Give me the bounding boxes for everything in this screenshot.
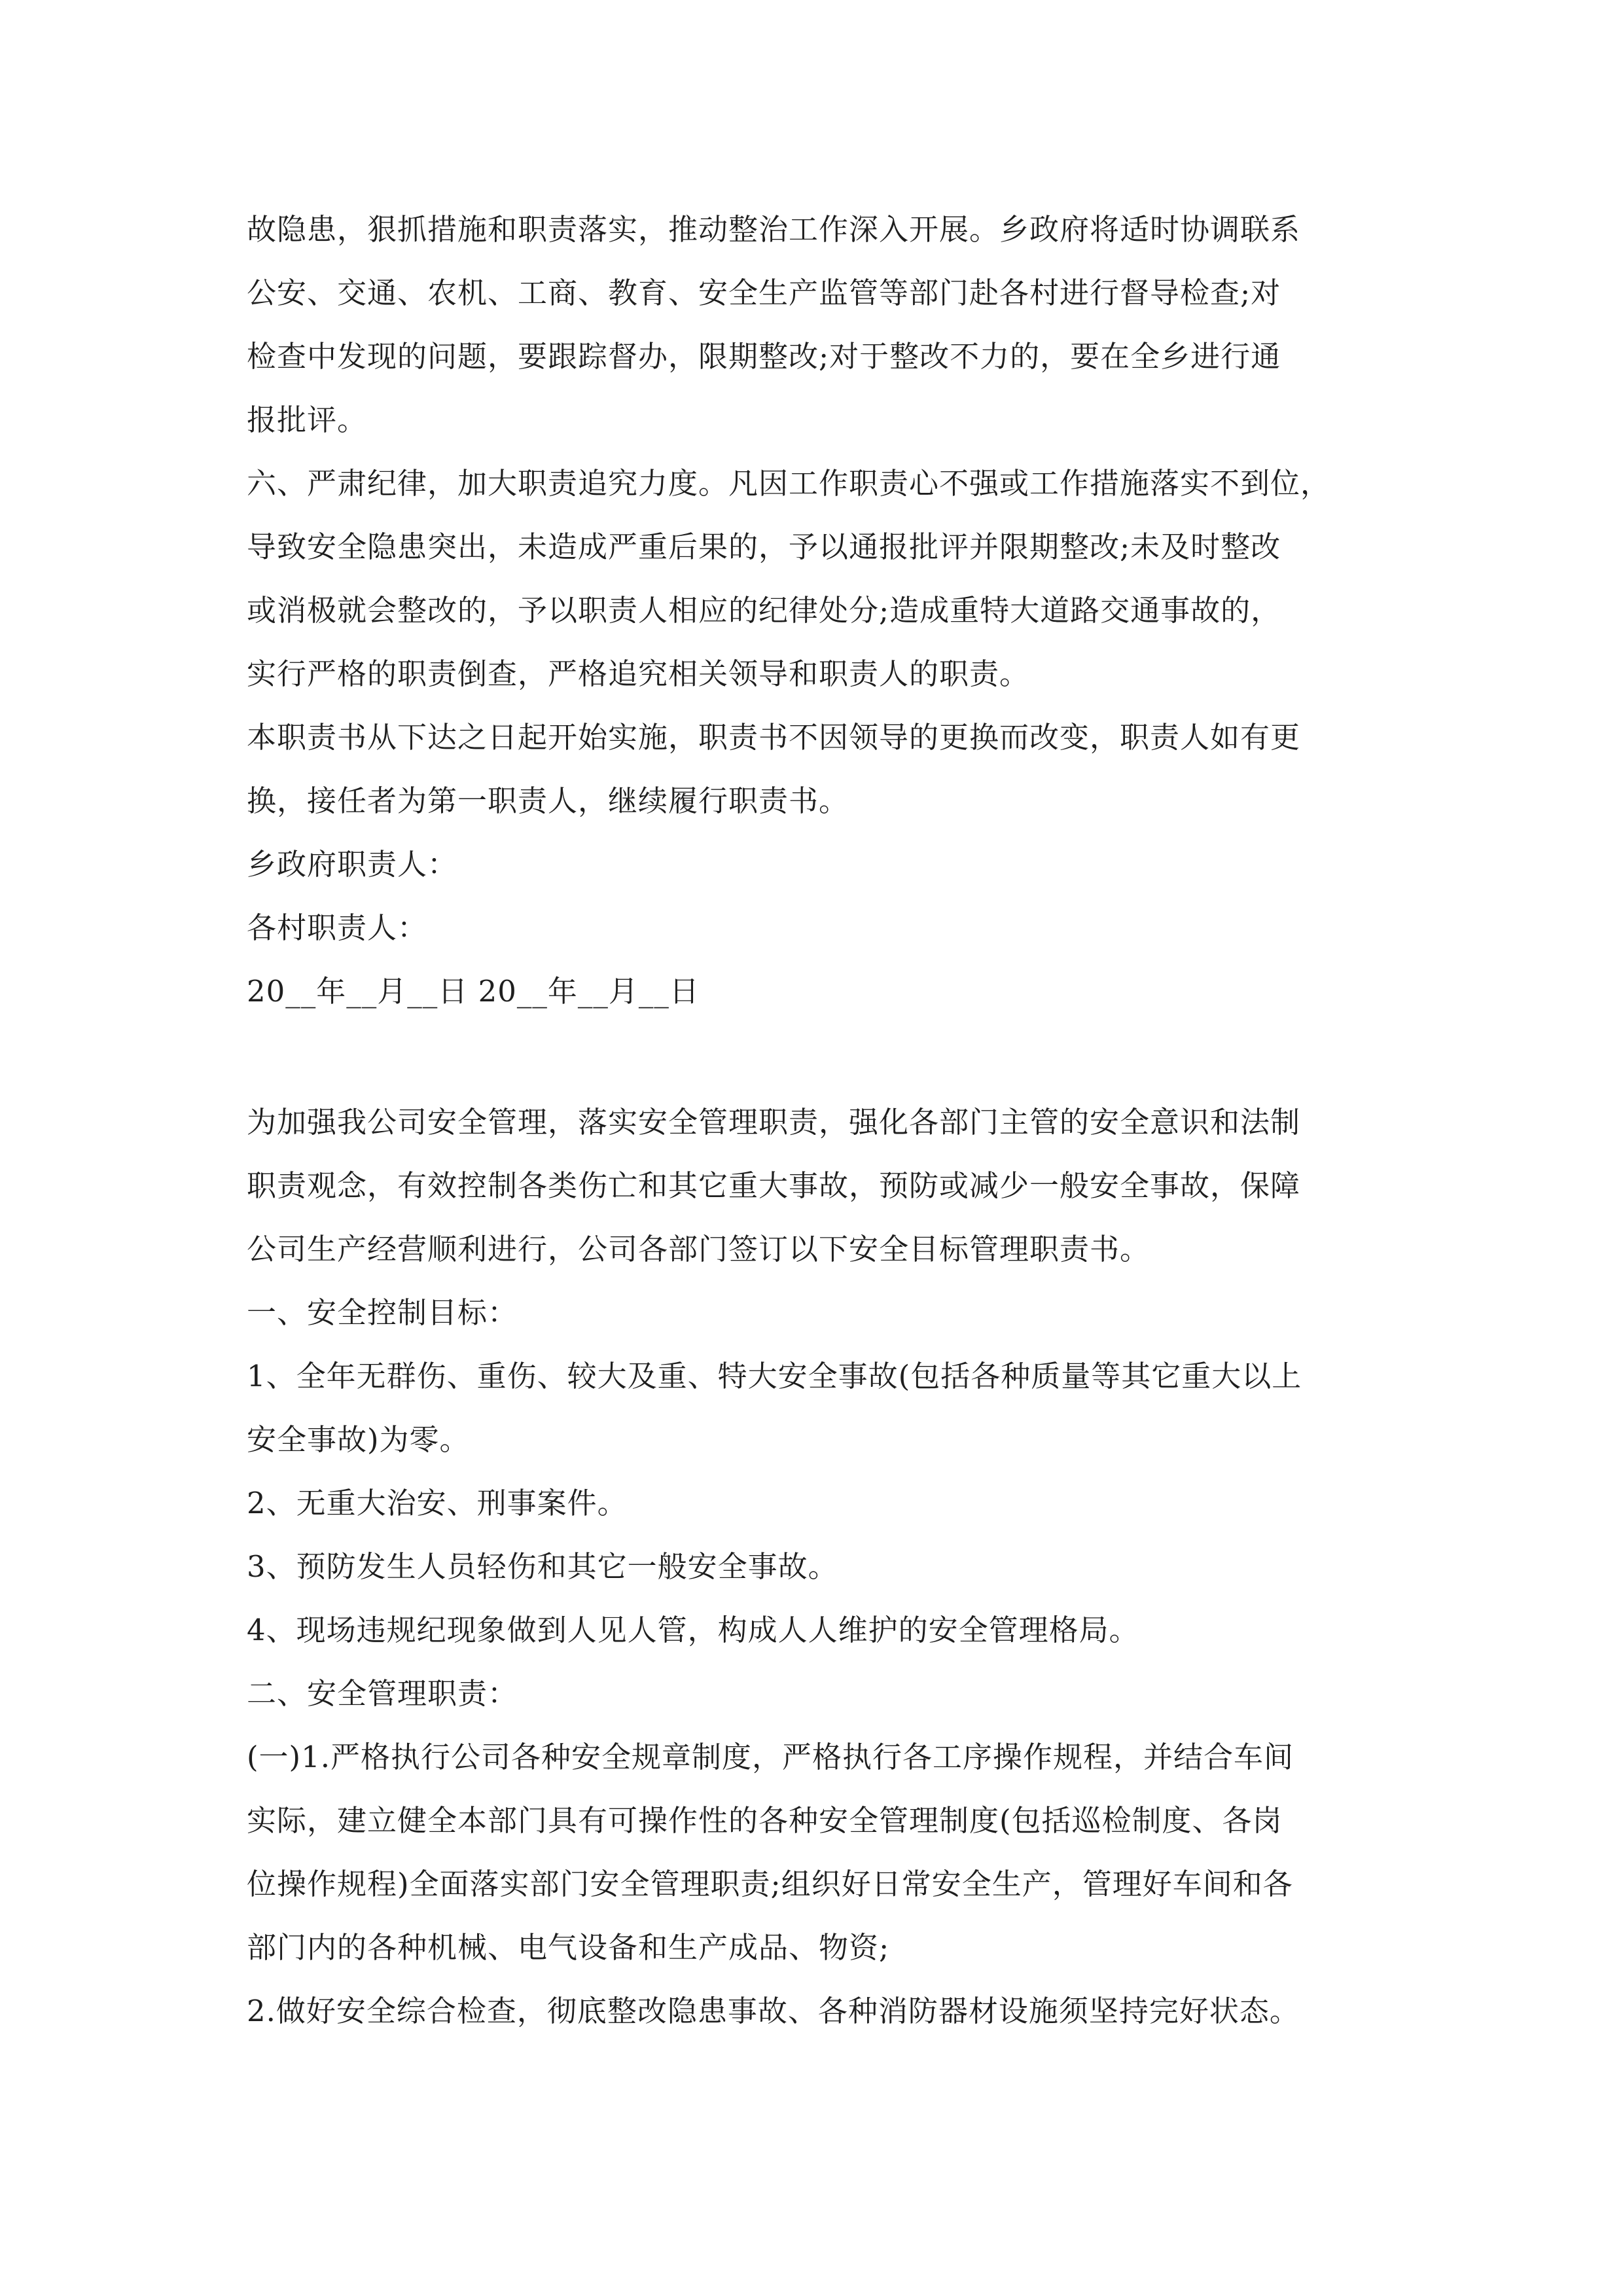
text-line: 位操作规程)全面落实部门安全管理职责;组织好日常安全生产，管理好车间和各 xyxy=(247,1867,1293,1901)
text-line: 公司生产经营顺利进行，公司各部门签订以下安全目标管理职责书。 xyxy=(247,1232,1150,1266)
text-line: 为加强我公司安全管理，落实安全管理职责，强化各部门主管的安全意识和法制 xyxy=(247,1105,1301,1139)
text-line: 4、现场违规纪现象做到人见人管，构成人人维护的安全管理格局。 xyxy=(247,1613,1139,1647)
text-line: 公安、交通、农机、工商、教育、安全生产监管等部门赴各村进行督导检查;对 xyxy=(247,276,1281,310)
section-heading: 一、安全控制目标： xyxy=(247,1295,518,1330)
text-line: 各村职责人： xyxy=(247,910,428,945)
text-line: 故隐患，狠抓措施和职责落实，推动整治工作深入开展。乡政府将适时协调联系 xyxy=(247,212,1301,247)
text-line: 部门内的各种机械、电气设备和生产成品、物资; xyxy=(247,1930,890,1965)
text-line: 六、严肃纪律，加大职责追究力度。凡因工作职责心不强或工作措施落实不到位， xyxy=(247,466,1331,501)
text-line: 安全事故)为零。 xyxy=(247,1422,470,1457)
text-line: 报批评。 xyxy=(247,403,368,437)
text-line: 实行严格的职责倒查，严格追究相关领导和职责人的职责。 xyxy=(247,656,1030,691)
text-line: 导致安全隐患突出，未造成严重后果的，予以通报批评并限期整改;未及时整改 xyxy=(247,529,1281,564)
text-line: 2、无重大治安、刑事案件。 xyxy=(247,1486,628,1520)
text-line: 乡政府职责人： xyxy=(247,847,458,882)
text-line: 本职责书从下达之日起开始实施，职责书不因领导的更换而改变，职责人如有更 xyxy=(247,720,1301,755)
text-line: 实际，建立健全本部门具有可操作性的各种安全管理制度(包括巡检制度、各岗 xyxy=(247,1803,1283,1838)
text-line: 换，接任者为第一职责人，继续履行职责书。 xyxy=(247,783,849,818)
section-heading: 二、安全管理职责： xyxy=(247,1676,518,1711)
text-line: 3、预防发生人员轻伤和其它一般安全事故。 xyxy=(247,1549,838,1584)
text-line: 1、全年无群伤、重伤、较大及重、特大安全事故(包括各种质量等其它重大以上 xyxy=(247,1359,1302,1393)
text-line: (一)1.严格执行公司各种安全规章制度，严格执行各工序操作规程，并结合车间 xyxy=(247,1740,1294,1774)
text-line: 职责观念，有效控制各类伤亡和其它重大事故，预防或减少一般安全事故，保障 xyxy=(247,1168,1301,1203)
text-line: 2.做好安全综合检查，彻底整改隐患事故、各种消防器材设施须坚持完好状态。 xyxy=(247,1994,1300,2028)
date-line: 20__年__月__日 20__年__月__日 xyxy=(247,974,700,1009)
text-line: 检查中发现的问题，要跟踪督办，限期整改;对于整改不力的，要在全乡进行通 xyxy=(247,339,1281,374)
text-line: 或消极就会整改的，予以职责人相应的纪律处分;造成重特大道路交通事故的， xyxy=(247,593,1281,628)
